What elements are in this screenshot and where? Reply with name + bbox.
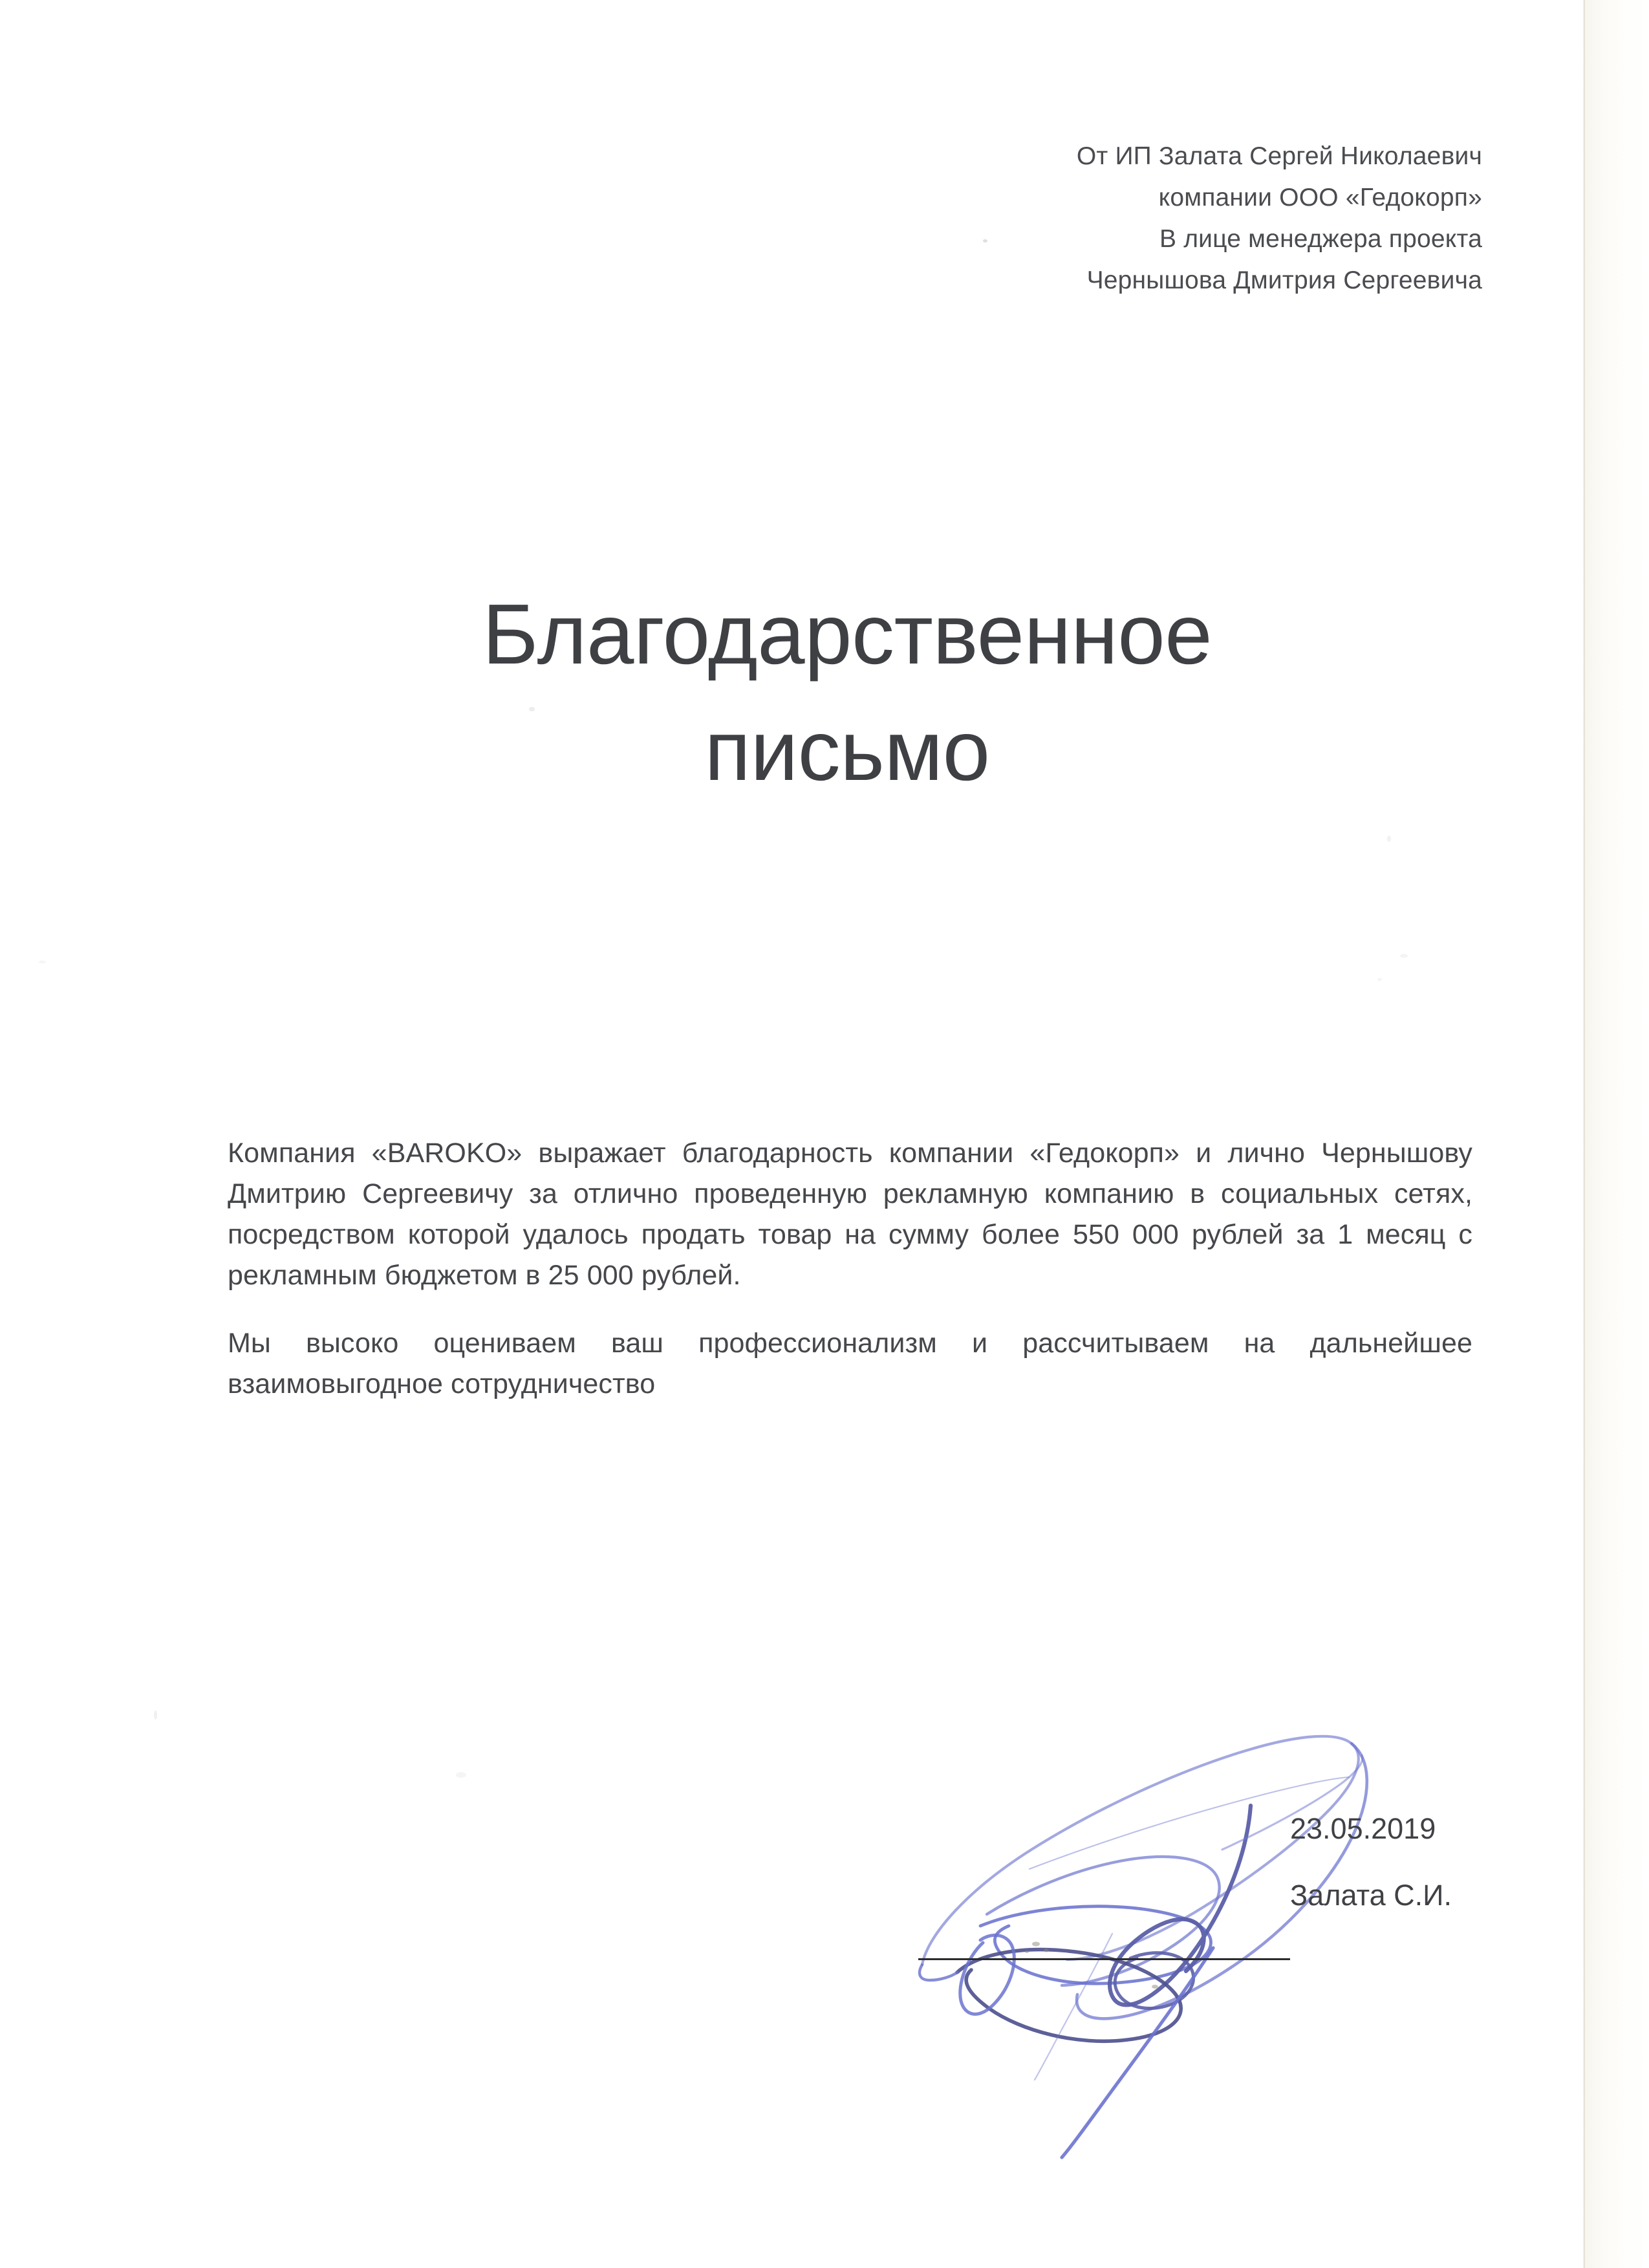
scan-edge-shadow [1583,0,1649,2268]
header-line-sender: От ИП Залата Сергей Николаевич [1076,142,1482,170]
signature-block [860,1656,1507,2263]
scan-speck [456,1772,466,1778]
body-paragraph-1: Компания «BAROKO» выражает благодарность компании «Гедокорп» и лично Чернышову Дмитрию Сергеевичу за отлично проведенную рекламную компанию в социальных сетях, посредством которой удалось продать товар на сумму более 550 000 рублей за 1 месяц с рекламным бюджетом в 25 000 рублей. [228,1138,1472,1291]
scan-speck [1377,978,1382,981]
scan-speck [39,960,46,964]
page-title [116,585,1578,800]
letter-body [228,1133,1472,1405]
scan-speck [1400,954,1408,958]
signatory-name: Залата С.И. [1290,1879,1452,1912]
scan-speck [154,1711,157,1720]
page-title-line-2: письмо [704,703,990,798]
header-line-company: компании ООО «Гедокорп» [1158,184,1482,211]
scan-speck [1387,836,1391,842]
page-title-line-1: Благодарственное [482,587,1212,682]
letter-header-block [808,136,1482,301]
signature-line [918,1958,1290,1960]
body-paragraph-2: Мы высоко оцениваем ваш профессионализм и рассчитываем на дальнейшее взаимовыгодное сотрудничество [228,1328,1472,1399]
signature-date: 23.05.2019 [1290,1812,1436,1845]
signature-credit [1290,1811,1507,1914]
header-line-role: В лице менеджера проекта [1159,225,1482,253]
header-line-person-name: Чернышова Дмитрия Сергеевича [1086,266,1482,294]
scan-edge-line [1584,0,1585,2268]
